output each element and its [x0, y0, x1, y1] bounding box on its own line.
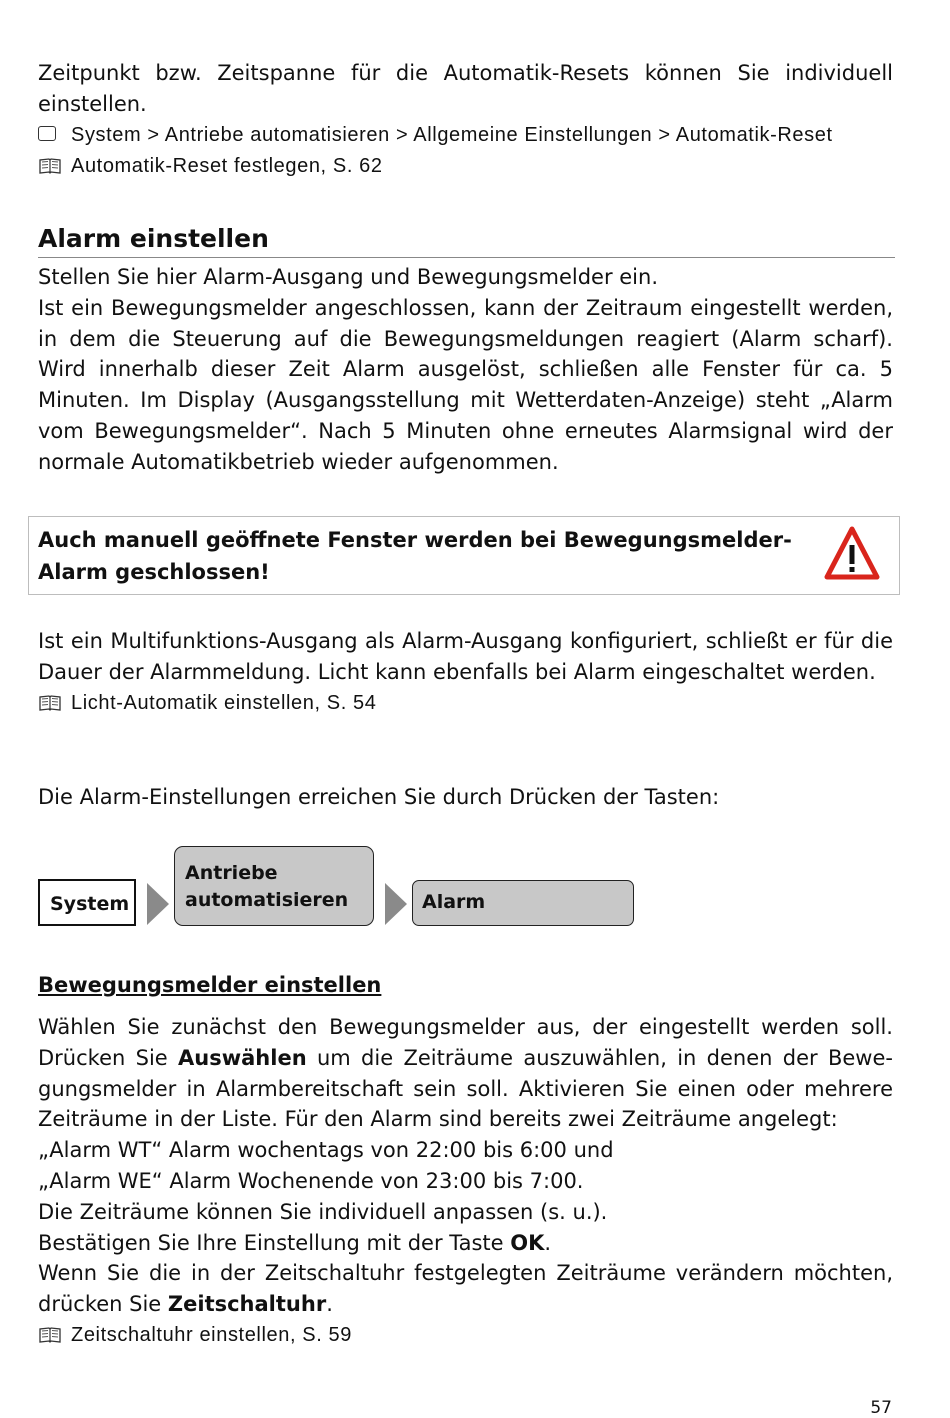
- cross-reference-text: Automatik-Reset festlegen, S. 62: [71, 154, 383, 177]
- timer-key-label: Zeitschaltuhr: [167, 1292, 327, 1317]
- section-intro-line: Stellen Sie hier Alarm-Ausgang und Bewegungsmelder ein.: [38, 265, 659, 289]
- alarm-section: [38, 222, 893, 478]
- page-number: 57: [870, 1398, 892, 1418]
- section-title: Alarm einstellen: [38, 222, 895, 258]
- intro-block: [38, 58, 893, 182]
- cross-reference: [38, 688, 893, 719]
- warning-box: [28, 516, 900, 595]
- book-icon: [38, 157, 62, 175]
- period-we: „Alarm WE“ Alarm Wochenende von 23:00 bis 7:00.: [38, 1168, 584, 1193]
- period-wt: „Alarm WT“ Alarm wochentags von 22:00 bis 6:00 und: [38, 1138, 614, 1163]
- cross-reference: [38, 1320, 893, 1351]
- book-icon: [38, 694, 62, 712]
- cross-reference-text: Licht-Automatik einstellen, S. 54: [71, 691, 377, 714]
- select-key-label: Auswählen: [178, 1045, 307, 1070]
- intro-text: Zeitpunkt bzw. Zeitspanne für die Automatik-Resets können Sie individuell einstellen.: [38, 61, 893, 116]
- key-label-line1: Antriebe: [185, 862, 278, 884]
- output-text: Ist ein Multifunktions-Ausgang als Alarm-Ausgang konfiguriert, schließt er für die Dauer der Alarmmeldung. Licht kann ebenfalls bei Alarm eingeschaltet werden.: [38, 629, 893, 684]
- arrow-right-icon: [384, 882, 408, 926]
- system-key[interactable]: System: [38, 879, 136, 926]
- alarm-key[interactable]: Alarm: [412, 880, 634, 926]
- menu-path-icon: [38, 126, 56, 141]
- motion-detector-section: [38, 970, 893, 1351]
- output-block: [38, 626, 893, 719]
- warning-text: Auch manuell geöffnete Fenster werden bei Bewegungsmelder-Alarm geschlossen!: [38, 528, 792, 584]
- keys-intro: [38, 782, 893, 813]
- antriebe-automatisieren-key[interactable]: [174, 846, 374, 926]
- ok-key-label: OK: [510, 1230, 545, 1255]
- change-text: Wenn Sie die in der Zeitschaltuhr festgelegten Zeiträume verändern möchten, drücken Sie Zeitschaltuhr.: [38, 1261, 893, 1317]
- keys-intro-text: Die Alarm-Einstellungen erreichen Sie durch Drücken der Tasten:: [38, 785, 720, 809]
- book-icon: [38, 1326, 62, 1344]
- section-body: Ist ein Bewegungsmelder angeschlossen, kann der Zeitraum eingestellt werden, in dem die Steuerung auf die Bewegungsmeldungen reagiert (Alarm scharf). Wird innerhalb dieser Zeit Alarm ausgelöst, schließen alle Fenster für ca. 5 Minuten. Im Display (Ausgangsstellung mit Wetterdaten-Anzeige) steht „Alarm vom Bewegungsmelder“. Nach 5 Minuten ohne erneutes Alarmsignal wird der normale Automatikbetrieb wieder aufgenommen.: [38, 295, 893, 474]
- nav-path: [38, 120, 893, 151]
- key-sequence: [38, 846, 638, 928]
- key-label-line2: automatisieren: [185, 889, 349, 911]
- confirm-text: Bestätigen Sie Ihre Einstellung mit der Taste OK.: [38, 1230, 552, 1255]
- warning-triangle-icon: [824, 525, 880, 585]
- subsection-body: Wählen Sie zunächst den Bewegungsmelder aus, der eingestellt werden soll. Drücken Sie Auswählen um die Zeiträume auszuwählen, in denen der Bewegungsmelder in Alarmbereitschaft sein soll. Aktivieren Sie einen oder mehrere Zeiträume in der Liste. Für den Alarm sind bereits zwei Zeiträume angelegt:: [38, 1015, 893, 1132]
- subsection-title: Bewegungsmelder einstellen: [38, 973, 382, 997]
- nav-path-text: System > Antriebe automatisieren > Allgemeine Einstellungen > Automatik-Reset: [71, 123, 833, 146]
- cross-reference: [38, 151, 893, 182]
- cross-reference-text: Zeitschaltuhr einstellen, S. 59: [71, 1323, 352, 1346]
- arrow-right-icon: [146, 882, 170, 926]
- adjust-note: Die Zeiträume können Sie individuell anpassen (s. u.).: [38, 1199, 608, 1224]
